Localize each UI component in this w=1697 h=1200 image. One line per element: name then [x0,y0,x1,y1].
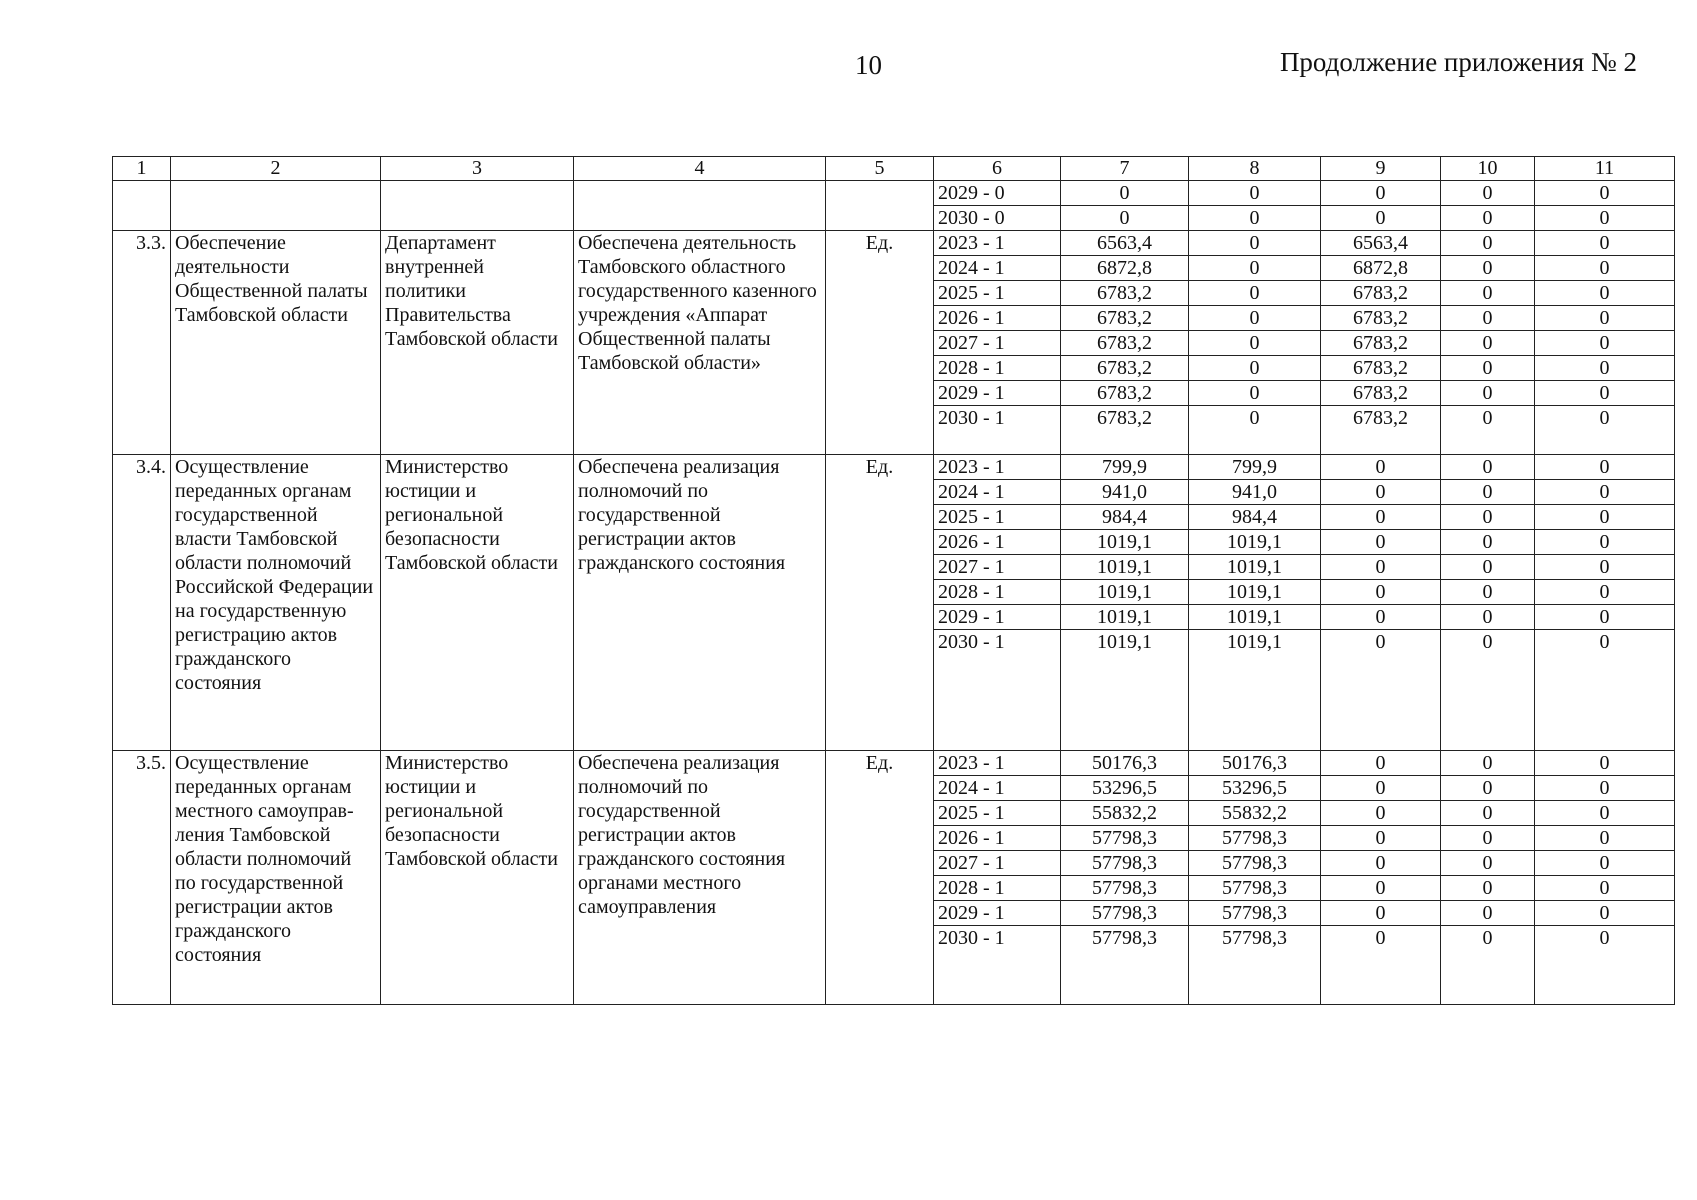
value-c11: 0 [1535,926,1675,1005]
value-c7: 6872,8 [1061,256,1189,281]
year-indicator: 2024 - 1 [934,480,1061,505]
value-c11: 0 [1535,630,1675,751]
value-c9: 0 [1321,530,1441,555]
empty-cell [826,181,934,231]
value-c8: 0 [1189,256,1321,281]
value-c7: 57798,3 [1061,851,1189,876]
value-c8: 1019,1 [1189,580,1321,605]
section-result: Обеспечена реализация полномочий по государственной регистрации актов гражданского состояния органами местного самоуправления [574,751,826,1005]
value-c7: 941,0 [1061,480,1189,505]
year-indicator: 2030 - 1 [934,630,1061,751]
value-c10: 0 [1441,256,1535,281]
value-c9: 0 [1321,776,1441,801]
value-c7: 6783,2 [1061,356,1189,381]
value-c11: 0 [1535,281,1675,306]
value-c11: 0 [1535,901,1675,926]
year-indicator: 2023 - 1 [934,231,1061,256]
value-c9: 0 [1321,555,1441,580]
section-executor: Министерство юстиции и региональной безопасности Тамбовской области [381,455,574,751]
column-header: 11 [1535,157,1675,181]
section-unit: Ед. [826,751,934,1005]
value-c7: 6783,2 [1061,306,1189,331]
value-c7: 57798,3 [1061,901,1189,926]
section-result: Обеспечена реализация полномочий по государственной регистрации актов гражданского состояния [574,455,826,751]
value-c11: 0 [1535,206,1675,231]
value-c7: 984,4 [1061,505,1189,530]
section-name: Обеспечение деятельности Общественной палаты Тамбовской области [171,231,381,455]
year-indicator: 2025 - 1 [934,801,1061,826]
value-c8: 0 [1189,331,1321,356]
value-c9: 0 [1321,876,1441,901]
value-c10: 0 [1441,381,1535,406]
value-c10: 0 [1441,801,1535,826]
value-c10: 0 [1441,455,1535,480]
section-result: Обеспечена деятельность Тамбовского областного государственного казенного учреждения «Аппарат Общественной палаты Тамбовской области» [574,231,826,455]
value-c8: 55832,2 [1189,801,1321,826]
value-c11: 0 [1535,605,1675,630]
value-c11: 0 [1535,751,1675,776]
value-c10: 0 [1441,776,1535,801]
table-row [113,231,1675,256]
value-c9: 0 [1321,826,1441,851]
year-indicator: 2027 - 1 [934,331,1061,356]
year-indicator: 2024 - 1 [934,256,1061,281]
empty-cell [171,181,381,231]
value-c7: 53296,5 [1061,776,1189,801]
value-c9: 6783,2 [1321,406,1441,455]
year-indicator: 2028 - 1 [934,580,1061,605]
value-c10: 0 [1441,555,1535,580]
value-c9: 0 [1321,901,1441,926]
value-c8: 53296,5 [1189,776,1321,801]
section-index: 3.3. [113,231,171,455]
value-c9: 0 [1321,505,1441,530]
section-executor: Министерство юстиции и региональной безопасности Тамбовской области [381,751,574,1005]
value-c11: 0 [1535,231,1675,256]
value-c11: 0 [1535,455,1675,480]
value-c8: 0 [1189,306,1321,331]
value-c9: 0 [1321,630,1441,751]
value-c10: 0 [1441,605,1535,630]
value-c11: 0 [1535,776,1675,801]
value-c8: 57798,3 [1189,901,1321,926]
value-c7: 1019,1 [1061,530,1189,555]
value-c11: 0 [1535,181,1675,206]
year-indicator: 2029 - 0 [934,181,1061,206]
value-c11: 0 [1535,381,1675,406]
year-indicator: 2029 - 1 [934,381,1061,406]
value-c9: 0 [1321,851,1441,876]
value-c9: 6783,2 [1321,306,1441,331]
value-c7: 0 [1061,181,1189,206]
value-c9: 0 [1321,605,1441,630]
value-c9: 0 [1321,480,1441,505]
section-index: 3.4. [113,455,171,751]
value-c8: 1019,1 [1189,530,1321,555]
value-c10: 0 [1441,876,1535,901]
value-c10: 0 [1441,505,1535,530]
appendix-table [112,156,1675,1005]
value-c8: 57798,3 [1189,926,1321,1005]
value-c7: 50176,3 [1061,751,1189,776]
year-indicator: 2023 - 1 [934,751,1061,776]
column-number-row [113,157,1675,181]
value-c8: 1019,1 [1189,605,1321,630]
value-c7: 6783,2 [1061,406,1189,455]
value-c8: 0 [1189,231,1321,256]
value-c10: 0 [1441,281,1535,306]
year-indicator: 2026 - 1 [934,826,1061,851]
table-row [113,181,1675,206]
column-header: 6 [934,157,1061,181]
value-c9: 0 [1321,926,1441,1005]
empty-cell [381,181,574,231]
table-row [113,455,1675,480]
value-c8: 799,9 [1189,455,1321,480]
value-c8: 57798,3 [1189,826,1321,851]
value-c7: 6783,2 [1061,381,1189,406]
value-c8: 57798,3 [1189,876,1321,901]
year-indicator: 2029 - 1 [934,605,1061,630]
value-c10: 0 [1441,231,1535,256]
value-c9: 6783,2 [1321,356,1441,381]
value-c11: 0 [1535,851,1675,876]
value-c7: 1019,1 [1061,605,1189,630]
value-c11: 0 [1535,256,1675,281]
value-c9: 0 [1321,751,1441,776]
year-indicator: 2027 - 1 [934,851,1061,876]
year-indicator: 2025 - 1 [934,505,1061,530]
value-c11: 0 [1535,555,1675,580]
year-indicator: 2024 - 1 [934,776,1061,801]
value-c9: 6783,2 [1321,331,1441,356]
value-c7: 6783,2 [1061,281,1189,306]
value-c8: 984,4 [1189,505,1321,530]
value-c10: 0 [1441,331,1535,356]
value-c10: 0 [1441,530,1535,555]
column-header: 8 [1189,157,1321,181]
value-c10: 0 [1441,206,1535,231]
value-c10: 0 [1441,406,1535,455]
value-c11: 0 [1535,530,1675,555]
column-header: 2 [171,157,381,181]
value-c7: 57798,3 [1061,876,1189,901]
value-c7: 55832,2 [1061,801,1189,826]
year-indicator: 2026 - 1 [934,306,1061,331]
year-indicator: 2030 - 0 [934,206,1061,231]
value-c7: 6783,2 [1061,331,1189,356]
value-c7: 57798,3 [1061,826,1189,851]
value-c8: 1019,1 [1189,555,1321,580]
year-indicator: 2030 - 1 [934,926,1061,1005]
section-unit: Ед. [826,455,934,751]
column-header: 3 [381,157,574,181]
column-header: 10 [1441,157,1535,181]
column-header: 1 [113,157,171,181]
section-name: Осуществление переданных органам государственной власти Тамбовской области полномочий Российской Федерации на государственную регистрацию актов гражданского состояния [171,455,381,751]
value-c7: 6563,4 [1061,231,1189,256]
value-c8: 0 [1189,381,1321,406]
value-c8: 57798,3 [1189,851,1321,876]
year-indicator: 2025 - 1 [934,281,1061,306]
page-number: 10 [855,50,882,80]
value-c8: 0 [1189,356,1321,381]
value-c10: 0 [1441,926,1535,1005]
table-row [113,751,1675,776]
value-c9: 0 [1321,206,1441,231]
value-c11: 0 [1535,356,1675,381]
value-c10: 0 [1441,306,1535,331]
year-indicator: 2026 - 1 [934,530,1061,555]
value-c9: 0 [1321,801,1441,826]
year-indicator: 2028 - 1 [934,356,1061,381]
empty-cell [574,181,826,231]
section-name: Осуществление переданных органам местного самоуправ-ления Тамбовской области полномочий по государственной регистрации актов гражданского состояния [171,751,381,1005]
continuation-label: Продолжение приложения № 2 [1279,47,1637,77]
year-indicator: 2027 - 1 [934,555,1061,580]
value-c7: 1019,1 [1061,555,1189,580]
value-c9: 0 [1321,181,1441,206]
year-indicator: 2030 - 1 [934,406,1061,455]
value-c8: 0 [1189,406,1321,455]
value-c11: 0 [1535,505,1675,530]
year-indicator: 2028 - 1 [934,876,1061,901]
column-header: 7 [1061,157,1189,181]
value-c7: 799,9 [1061,455,1189,480]
value-c9: 6783,2 [1321,281,1441,306]
value-c8: 50176,3 [1189,751,1321,776]
value-c9: 6872,8 [1321,256,1441,281]
value-c8: 1019,1 [1189,630,1321,751]
value-c10: 0 [1441,580,1535,605]
value-c11: 0 [1535,580,1675,605]
value-c11: 0 [1535,406,1675,455]
column-header: 9 [1321,157,1441,181]
column-header: 5 [826,157,934,181]
value-c10: 0 [1441,480,1535,505]
value-c10: 0 [1441,901,1535,926]
value-c11: 0 [1535,480,1675,505]
value-c10: 0 [1441,826,1535,851]
value-c11: 0 [1535,826,1675,851]
empty-cell [113,181,171,231]
value-c11: 0 [1535,331,1675,356]
year-indicator: 2023 - 1 [934,455,1061,480]
value-c8: 0 [1189,281,1321,306]
value-c8: 941,0 [1189,480,1321,505]
section-index: 3.5. [113,751,171,1005]
value-c10: 0 [1441,630,1535,751]
value-c10: 0 [1441,356,1535,381]
value-c10: 0 [1441,751,1535,776]
value-c10: 0 [1441,181,1535,206]
value-c9: 0 [1321,580,1441,605]
value-c7: 1019,1 [1061,630,1189,751]
value-c11: 0 [1535,306,1675,331]
value-c9: 6563,4 [1321,231,1441,256]
value-c9: 0 [1321,455,1441,480]
value-c11: 0 [1535,876,1675,901]
value-c8: 0 [1189,181,1321,206]
value-c9: 6783,2 [1321,381,1441,406]
column-header: 4 [574,157,826,181]
value-c8: 0 [1189,206,1321,231]
value-c7: 0 [1061,206,1189,231]
value-c11: 0 [1535,801,1675,826]
section-executor: Департамент внутренней политики Правительства Тамбовской области [381,231,574,455]
section-unit: Ед. [826,231,934,455]
value-c10: 0 [1441,851,1535,876]
value-c7: 57798,3 [1061,926,1189,1005]
value-c7: 1019,1 [1061,580,1189,605]
year-indicator: 2029 - 1 [934,901,1061,926]
